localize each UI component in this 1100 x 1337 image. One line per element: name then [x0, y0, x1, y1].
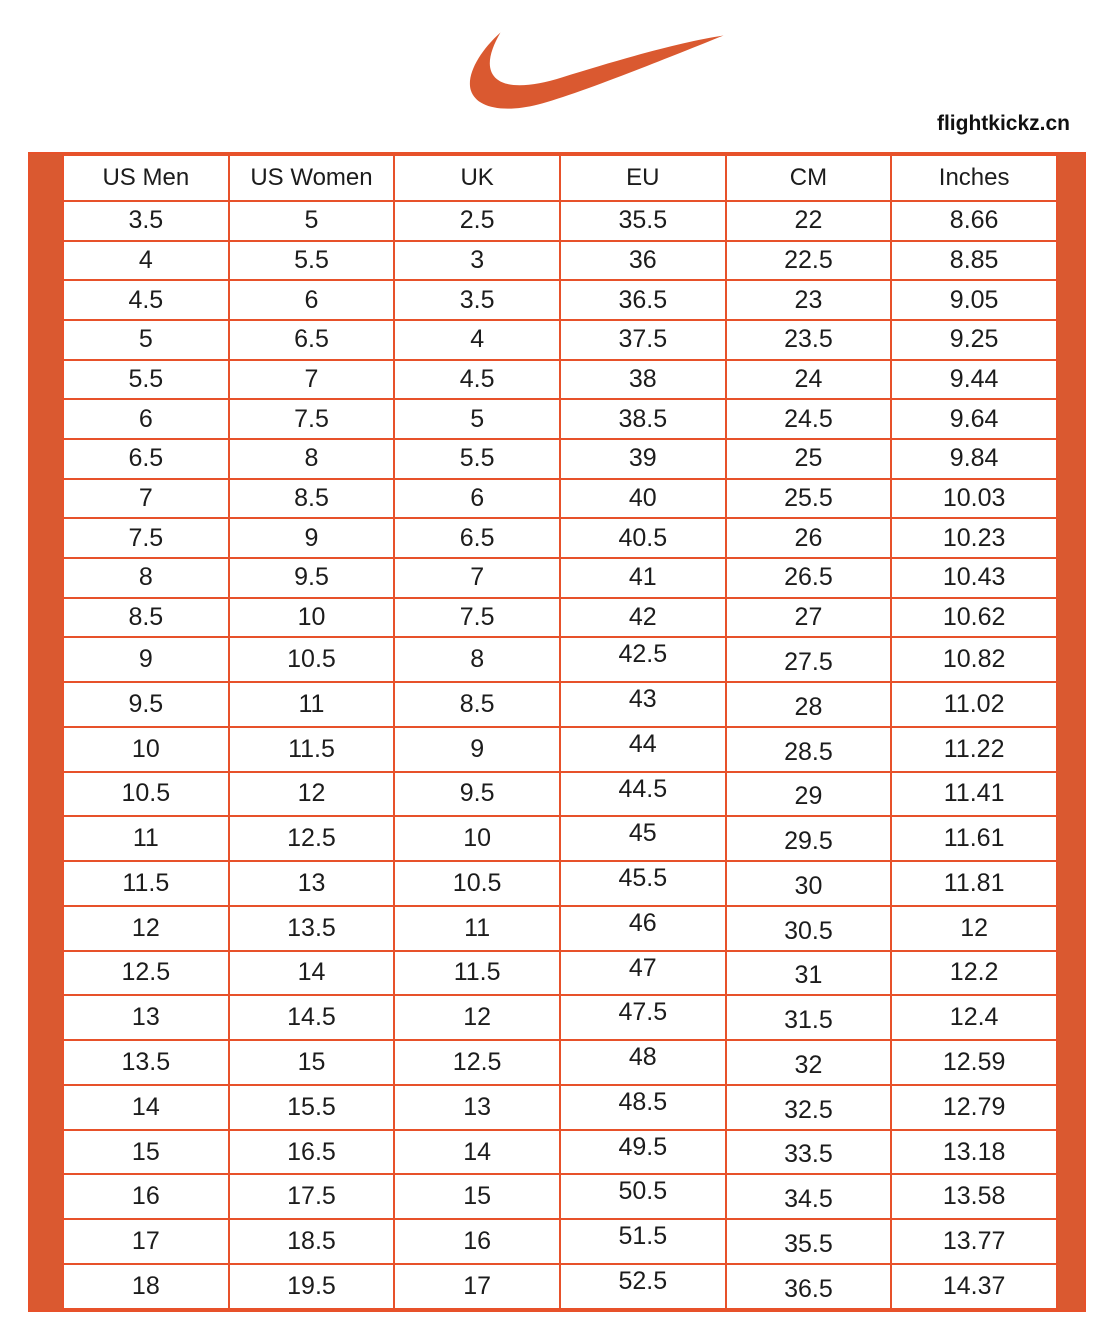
cell-cm: 28.5 — [726, 727, 892, 772]
table-row — [63, 558, 1057, 598]
cell-cm: 31.5 — [726, 995, 892, 1040]
cell-eu: 47 — [560, 951, 726, 996]
cell-us-women: 6.5 — [229, 320, 395, 360]
cell-inches: 12.4 — [891, 995, 1057, 1040]
cell-inches: 9.44 — [891, 360, 1057, 400]
cell-eu: 52.5 — [560, 1264, 726, 1309]
cell-us-men: 14 — [63, 1085, 229, 1130]
cell-cm: 30.5 — [726, 906, 892, 951]
cell-cm: 25.5 — [726, 479, 892, 519]
cell-uk: 9 — [394, 727, 560, 772]
size-conversion-table — [62, 154, 1058, 1310]
cell-cm: 36.5 — [726, 1264, 892, 1309]
cell-cm: 35.5 — [726, 1219, 892, 1264]
cell-eu: 42 — [560, 598, 726, 638]
cell-cm: 26.5 — [726, 558, 892, 598]
cell-us-women: 18.5 — [229, 1219, 395, 1264]
cell-uk: 6.5 — [394, 518, 560, 558]
cell-uk: 17 — [394, 1264, 560, 1309]
cell-us-women: 6 — [229, 280, 395, 320]
cell-uk: 5.5 — [394, 439, 560, 479]
table-row — [63, 1264, 1057, 1309]
cell-uk: 3 — [394, 241, 560, 281]
cell-us-women: 19.5 — [229, 1264, 395, 1309]
cell-uk: 12 — [394, 995, 560, 1040]
cell-inches: 11.41 — [891, 772, 1057, 817]
cell-inches: 12.59 — [891, 1040, 1057, 1085]
cell-uk: 7 — [394, 558, 560, 598]
cell-us-men: 9 — [63, 637, 229, 682]
cell-cm: 22.5 — [726, 241, 892, 281]
cell-eu: 40 — [560, 479, 726, 519]
cell-us-men: 10.5 — [63, 772, 229, 817]
cell-inches: 8.66 — [891, 201, 1057, 241]
cell-us-men: 8 — [63, 558, 229, 598]
cell-eu: 46 — [560, 906, 726, 951]
cell-us-women: 9.5 — [229, 558, 395, 598]
cell-us-men: 7.5 — [63, 518, 229, 558]
cell-eu: 44 — [560, 727, 726, 772]
column-header-inches: Inches — [891, 155, 1057, 201]
cell-us-women: 8 — [229, 439, 395, 479]
cell-us-men: 18 — [63, 1264, 229, 1309]
cell-inches: 10.23 — [891, 518, 1057, 558]
cell-us-women: 9 — [229, 518, 395, 558]
cell-us-women: 10.5 — [229, 637, 395, 682]
table-row — [63, 906, 1057, 951]
cell-cm: 23 — [726, 280, 892, 320]
cell-us-men: 7 — [63, 479, 229, 519]
cell-us-men: 12 — [63, 906, 229, 951]
cell-cm: 30 — [726, 861, 892, 906]
cell-uk: 8 — [394, 637, 560, 682]
cell-us-men: 17 — [63, 1219, 229, 1264]
cell-eu: 38.5 — [560, 399, 726, 439]
right-accent-strip — [1058, 154, 1084, 1310]
cell-us-women: 11 — [229, 682, 395, 727]
table-row — [63, 399, 1057, 439]
cell-uk: 10 — [394, 816, 560, 861]
column-header-uk: UK — [394, 155, 560, 201]
cell-cm: 24 — [726, 360, 892, 400]
cell-uk: 8.5 — [394, 682, 560, 727]
left-accent-strip — [30, 154, 62, 1310]
cell-inches: 13.77 — [891, 1219, 1057, 1264]
table-row — [63, 1040, 1057, 1085]
cell-uk: 12.5 — [394, 1040, 560, 1085]
cell-eu: 48.5 — [560, 1085, 726, 1130]
cell-cm: 33.5 — [726, 1130, 892, 1175]
cell-us-women: 12.5 — [229, 816, 395, 861]
cell-inches: 9.84 — [891, 439, 1057, 479]
cell-eu: 41 — [560, 558, 726, 598]
cell-uk: 4.5 — [394, 360, 560, 400]
size-table-frame — [28, 152, 1086, 1312]
table-row — [63, 682, 1057, 727]
table-row — [63, 439, 1057, 479]
table-row — [63, 1130, 1057, 1175]
cell-eu: 51.5 — [560, 1219, 726, 1264]
column-header-us-men: US Men — [63, 155, 229, 201]
cell-us-women: 5.5 — [229, 241, 395, 281]
cell-inches: 13.18 — [891, 1130, 1057, 1175]
cell-us-women: 14.5 — [229, 995, 395, 1040]
cell-inches: 12.2 — [891, 951, 1057, 996]
table-row — [63, 995, 1057, 1040]
cell-eu: 50.5 — [560, 1174, 726, 1219]
cell-inches: 10.82 — [891, 637, 1057, 682]
cell-inches: 9.25 — [891, 320, 1057, 360]
cell-uk: 7.5 — [394, 598, 560, 638]
cell-inches: 9.64 — [891, 399, 1057, 439]
cell-cm: 32.5 — [726, 1085, 892, 1130]
table-row — [63, 280, 1057, 320]
cell-cm: 27 — [726, 598, 892, 638]
table-row — [63, 320, 1057, 360]
cell-cm: 28 — [726, 682, 892, 727]
table-row — [63, 241, 1057, 281]
cell-us-men: 16 — [63, 1174, 229, 1219]
cell-us-men: 3.5 — [63, 201, 229, 241]
table-row — [63, 727, 1057, 772]
cell-uk: 10.5 — [394, 861, 560, 906]
table-row — [63, 861, 1057, 906]
table-row — [63, 816, 1057, 861]
cell-us-men: 8.5 — [63, 598, 229, 638]
cell-cm: 27.5 — [726, 637, 892, 682]
cell-us-men: 6.5 — [63, 439, 229, 479]
cell-us-women: 14 — [229, 951, 395, 996]
cell-us-women: 17.5 — [229, 1174, 395, 1219]
cell-us-women: 13.5 — [229, 906, 395, 951]
cell-inches: 12 — [891, 906, 1057, 951]
cell-cm: 31 — [726, 951, 892, 996]
cell-cm: 29.5 — [726, 816, 892, 861]
cell-inches: 8.85 — [891, 241, 1057, 281]
cell-us-women: 5 — [229, 201, 395, 241]
cell-uk: 3.5 — [394, 280, 560, 320]
cell-inches: 10.62 — [891, 598, 1057, 638]
cell-us-women: 15 — [229, 1040, 395, 1085]
table-header-row — [63, 155, 1057, 201]
cell-uk: 4 — [394, 320, 560, 360]
cell-inches: 11.81 — [891, 861, 1057, 906]
cell-us-women: 8.5 — [229, 479, 395, 519]
cell-eu: 37.5 — [560, 320, 726, 360]
cell-us-men: 5 — [63, 320, 229, 360]
cell-us-women: 12 — [229, 772, 395, 817]
cell-inches: 9.05 — [891, 280, 1057, 320]
table-row — [63, 518, 1057, 558]
cell-inches: 11.02 — [891, 682, 1057, 727]
cell-uk: 11.5 — [394, 951, 560, 996]
cell-cm: 24.5 — [726, 399, 892, 439]
cell-us-women: 15.5 — [229, 1085, 395, 1130]
cell-us-men: 11 — [63, 816, 229, 861]
column-header-cm: CM — [726, 155, 892, 201]
cell-uk: 5 — [394, 399, 560, 439]
cell-cm: 29 — [726, 772, 892, 817]
cell-uk: 16 — [394, 1219, 560, 1264]
cell-eu: 43 — [560, 682, 726, 727]
cell-cm: 32 — [726, 1040, 892, 1085]
cell-inches: 12.79 — [891, 1085, 1057, 1130]
cell-uk: 11 — [394, 906, 560, 951]
cell-eu: 45 — [560, 816, 726, 861]
cell-us-men: 4.5 — [63, 280, 229, 320]
cell-eu: 36 — [560, 241, 726, 281]
site-watermark: flightkickz.cn — [936, 112, 1070, 135]
table-row — [63, 360, 1057, 400]
cell-us-women: 7 — [229, 360, 395, 400]
cell-us-men: 10 — [63, 727, 229, 772]
table-row — [63, 1219, 1057, 1264]
cell-cm: 26 — [726, 518, 892, 558]
cell-uk: 14 — [394, 1130, 560, 1175]
table-row — [63, 201, 1057, 241]
cell-eu: 47.5 — [560, 995, 726, 1040]
table-row — [63, 479, 1057, 519]
cell-us-men: 9.5 — [63, 682, 229, 727]
cell-inches: 13.58 — [891, 1174, 1057, 1219]
cell-inches: 14.37 — [891, 1264, 1057, 1309]
cell-eu: 36.5 — [560, 280, 726, 320]
table-row — [63, 637, 1057, 682]
cell-cm: 25 — [726, 439, 892, 479]
cell-inches: 10.43 — [891, 558, 1057, 598]
cell-cm: 22 — [726, 201, 892, 241]
cell-cm: 23.5 — [726, 320, 892, 360]
cell-eu: 39 — [560, 439, 726, 479]
nike-swoosh-icon — [449, 28, 725, 118]
cell-us-men: 6 — [63, 399, 229, 439]
cell-eu: 45.5 — [560, 861, 726, 906]
cell-us-men: 4 — [63, 241, 229, 281]
cell-inches: 10.03 — [891, 479, 1057, 519]
cell-eu: 42.5 — [560, 637, 726, 682]
table-row — [63, 1174, 1057, 1219]
cell-us-men: 5.5 — [63, 360, 229, 400]
cell-us-men: 15 — [63, 1130, 229, 1175]
cell-us-men: 11.5 — [63, 861, 229, 906]
cell-us-women: 16.5 — [229, 1130, 395, 1175]
cell-eu: 49.5 — [560, 1130, 726, 1175]
cell-inches: 11.22 — [891, 727, 1057, 772]
cell-eu: 40.5 — [560, 518, 726, 558]
cell-cm: 34.5 — [726, 1174, 892, 1219]
column-header-us-women: US Women — [229, 155, 395, 201]
cell-us-men: 13.5 — [63, 1040, 229, 1085]
cell-us-women: 13 — [229, 861, 395, 906]
cell-uk: 2.5 — [394, 201, 560, 241]
cell-uk: 9.5 — [394, 772, 560, 817]
cell-us-women: 7.5 — [229, 399, 395, 439]
cell-us-men: 13 — [63, 995, 229, 1040]
cell-us-women: 10 — [229, 598, 395, 638]
cell-us-men: 12.5 — [63, 951, 229, 996]
table-row — [63, 951, 1057, 996]
cell-inches: 11.61 — [891, 816, 1057, 861]
cell-uk: 13 — [394, 1085, 560, 1130]
cell-eu: 38 — [560, 360, 726, 400]
cell-eu: 35.5 — [560, 201, 726, 241]
table-row — [63, 1085, 1057, 1130]
cell-uk: 6 — [394, 479, 560, 519]
column-header-eu: EU — [560, 155, 726, 201]
table-row — [63, 772, 1057, 817]
cell-eu: 48 — [560, 1040, 726, 1085]
cell-us-women: 11.5 — [229, 727, 395, 772]
cell-eu: 44.5 — [560, 772, 726, 817]
cell-uk: 15 — [394, 1174, 560, 1219]
table-row — [63, 598, 1057, 638]
